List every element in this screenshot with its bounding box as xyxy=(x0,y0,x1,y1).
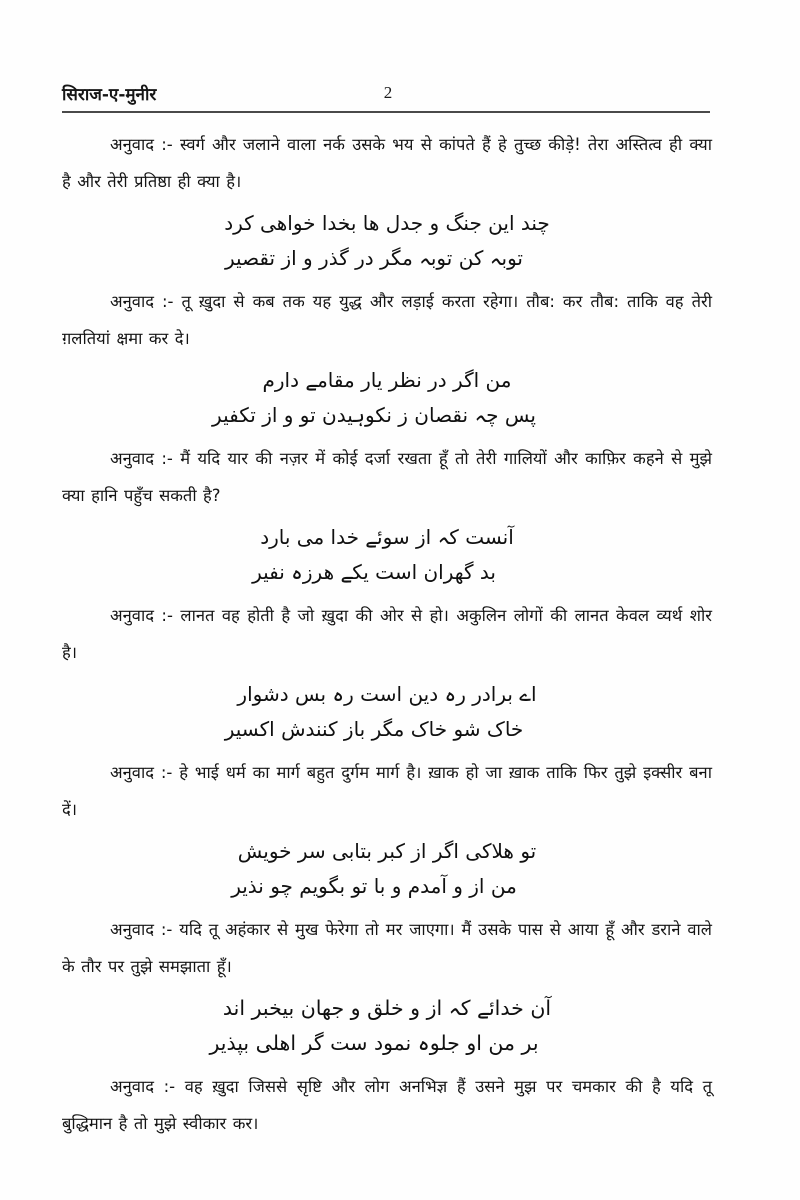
translation-paragraph: अनुवाद :- वह ख़ुदा जिससे सृष्टि और लोग अनभिज्ञ हैं उसने मुझ पर चमकार की है यदि तू बुद्धिमान है तो मुझे स्वीकार कर। xyxy=(62,1077,712,1133)
persian-couplet xyxy=(62,677,712,747)
page-number: 2 xyxy=(383,83,393,102)
couplet-line-first: آنست کہ از سوئے خدا می بارد xyxy=(260,525,514,549)
translation-paragraph: अनुवाद :- यदि तू अहंकार से मुख फेरेगा तो मर जाएगा। मैं उसके पास से आया हूँ और डराने वाले के तौर पर तुझे समझाता हूँ। xyxy=(62,920,712,976)
translation-paragraph: अनुवाद :- मैं यदि यार की नज़र में कोई दर्जा रखता हूँ तो तेरी गालियों और काफ़िर कहने से मुझे क्या हानि पहुँच सकती है? xyxy=(62,449,712,505)
persian-couplet xyxy=(62,206,712,276)
couplet-line-second: پس چہ نقصان ز نکوہیدن تو و از تکفیر xyxy=(212,403,536,427)
couplet-line-first: من اگر در نظر یار مقامے دارم xyxy=(262,368,512,392)
couplet-line-first: آن خدائے کہ از و خلق و جھان بیخبر اند xyxy=(222,996,552,1020)
book-title: सिराज-ए-मुनीर xyxy=(62,85,157,105)
couplet-line-first: چند این جنگ و جدل ها بخدا خواهی کرد xyxy=(224,211,550,235)
translation-paragraph: अनुवाद :- स्वर्ग और जलाने वाला नर्क उसके भय से कांपते हैं हे तुच्छ कीड़े! तेरा अस्तित्व ही क्या है और तेरी प्रतिष्ठा ही क्या है। xyxy=(62,135,712,191)
header-divider xyxy=(62,111,710,113)
couplet-line-second: من از و آمدم و با تو بگویم چو نذیر xyxy=(231,874,517,898)
couplet-line-first: اے برادر رہ دین است رہ بس دشوار xyxy=(237,682,537,706)
translation-paragraph: अनुवाद :- तू ख़ुदा से कब तक यह युद्ध और लड़ाई करता रहेगा। तौब: कर तौब: ताकि वह तेरी ग़लतियां क्षमा कर दे। xyxy=(62,292,712,348)
translation-paragraph: अनुवाद :- लानत वह होती है जो ख़ुदा की ओर से हो। अकुलिन लोगों की लानत केवल व्यर्थ शोर है। xyxy=(62,606,712,662)
translation-paragraph: अनुवाद :- हे भाई धर्म का मार्ग बहुत दुर्गम मार्ग है। ख़ाक हो जा ख़ाक ताकि फिर तुझे इक्सीर बना दें। xyxy=(62,763,712,819)
running-head xyxy=(62,82,710,112)
persian-couplet xyxy=(62,834,712,904)
persian-couplet xyxy=(62,991,712,1061)
couplet-line-second: بد گھران است یکے ھرزہ نفیر xyxy=(252,560,496,584)
text-column xyxy=(62,126,712,1142)
persian-couplet xyxy=(62,520,712,590)
couplet-line-second: بر من او جلوہ نمود ست گر اھلی بپذیر xyxy=(209,1031,539,1055)
couplet-line-first: تو ھلاکی اگر از کبر بتابی سر خویش xyxy=(237,839,537,863)
persian-couplet xyxy=(62,363,712,433)
couplet-line-second: توبہ کن توبہ مگر در گذر و از تقصیر xyxy=(225,246,523,270)
couplet-line-second: خاک شو خاک مگر باز کنندش اکسیر xyxy=(224,717,524,741)
